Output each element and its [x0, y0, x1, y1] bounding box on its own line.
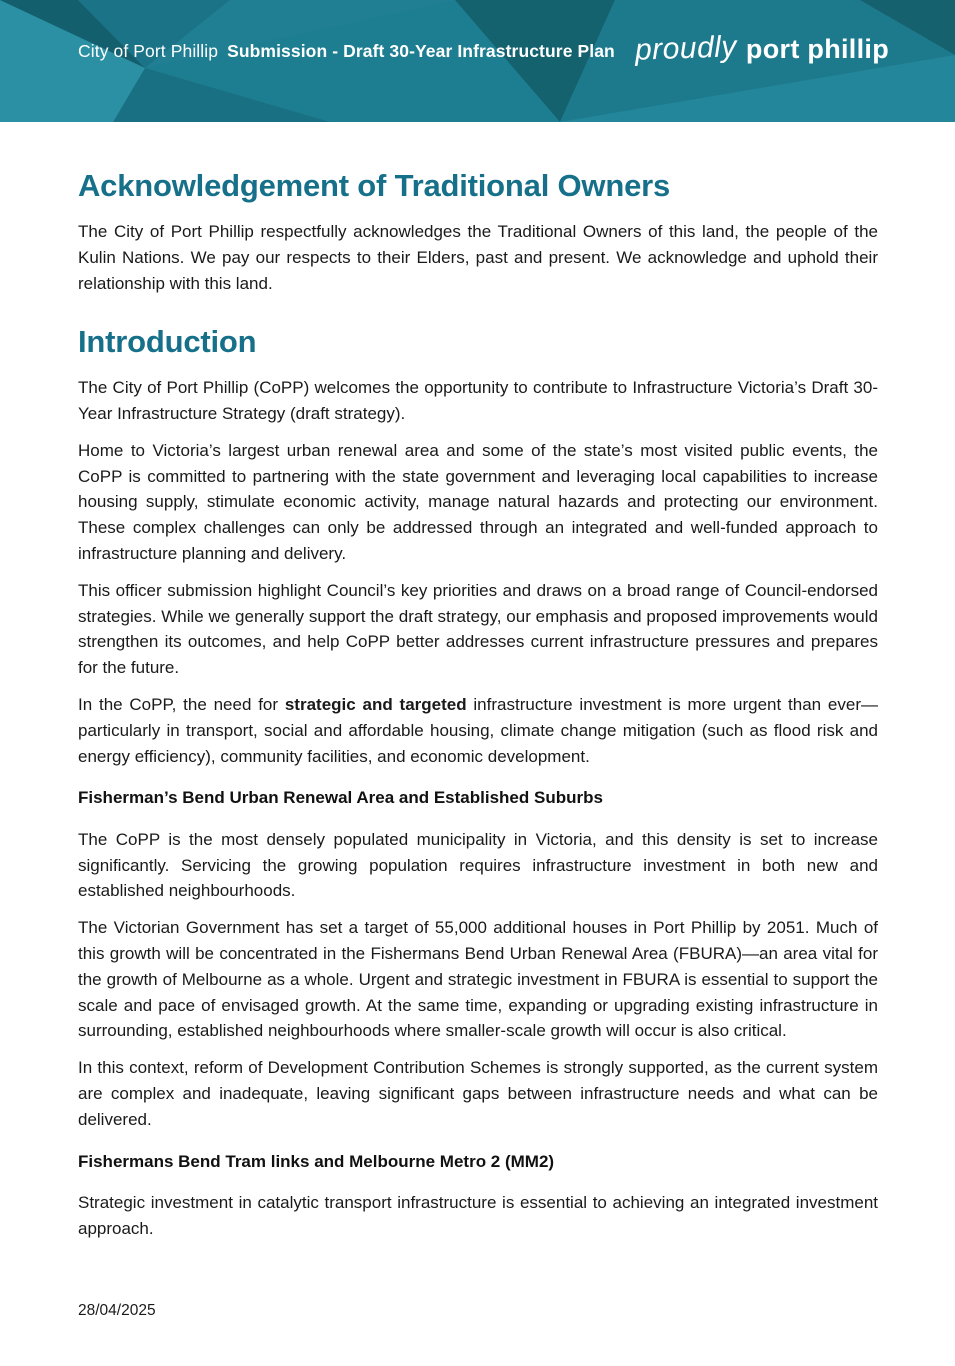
subsection-heading-tram-links: Fishermans Bend Tram links and Melbourne Metro 2 (MM2)	[78, 1151, 555, 1171]
paragraph-introduction-4-suffix: infrastructure investment is more urgent than ever—particularly in transport, social and affordable housing, climate change mitigation (such as flood risk and energy efficiency), community facilities, and economic development.	[78, 695, 878, 766]
paragraph-tram-links-1: Strategic investment in catalytic transport infrastructure is essential to achieving an integrated investment approach.	[78, 1193, 878, 1238]
section-heading-acknowledgement: Acknowledgement of Traditional Owners	[78, 168, 671, 203]
footer-date: 28/04/2025	[78, 1302, 156, 1319]
subsection-heading-fishermans-bend: Fisherman’s Bend Urban Renewal Area and Established Suburbs	[78, 788, 603, 808]
paragraph-fishermans-bend-3: In this context, reform of Development Contribution Schemes is strongly supported, as the current system are complex and inadequate, leaving significant gaps between infrastructure needs and what can be delivered.	[78, 1058, 878, 1129]
document-header-title	[78, 41, 615, 62]
paragraph-introduction-3: This officer submission highlight Council’s key priorities and draws on a broad range of Council-endorsed strategies. While we generally support the draft strategy, our emphasis and proposed improvements would strengthen its outcomes, and help CoPP better addresses current infrastructure pressures and prepares for the future.	[78, 580, 878, 678]
paragraph-introduction-4-prefix: In the CoPP, the need for	[78, 695, 285, 715]
paragraph-acknowledgement: The City of Port Phillip respectfully acknowledges the Traditional Owners of this land, the people of the Kulin Nations. We pay our respects to their Elders, past and present. We acknowledge and uphold their relationship with this land.	[78, 221, 878, 293]
document-body	[0, 122, 955, 1242]
section-heading-introduction: Introduction	[78, 324, 257, 360]
paragraph-introduction-1: The City of Port Phillip (CoPP) welcomes the opportunity to contribute to Infrastructure Victoria’s Draft 30-Year Infrastructure Strategy (draft strategy).	[78, 378, 878, 424]
paragraph-fishermans-bend-2: The Victorian Government has set a target of 55,000 additional houses in Port Phillip by 2051. Much of this growth will be concentrated in the Fishermans Bend Urban Renewal Area (FBURA)—an area vital for the growth of Melbourne as a whole. Urgent and strategic investment in FBURA is essential to support the scale and pace of envisaged growth. At the same time, expanding or upgrading existing infrastructure in surrounding, established neighbourhoods where smaller-scale growth will occur is also critical.	[78, 918, 878, 1041]
paragraph-introduction-2: Home to Victoria’s largest urban renewal area and some of the state’s most visited public events, the CoPP is committed to partnering with the state government and leveraging local capabilities to increase housing supply, stimulate economic activity, manage natural hazards and protecting our environment. These complex challenges can only be addressed through an integrated and well-funded approach to infrastructure planning and delivery.	[78, 440, 878, 564]
logo-proudly-script: proudly	[634, 30, 738, 67]
paragraph-fishermans-bend-1: The CoPP is the most densely populated municipality in Victoria, and this density is set to increase significantly. Servicing the growing population requires infrastructure investment in both new and established neighbourhoods.	[78, 829, 878, 901]
header-title-bold: Submission - Draft 30-Year Infrastructure Plan	[227, 41, 615, 61]
header-title-regular: City of Port Phillip	[78, 41, 219, 61]
header-banner	[0, 0, 955, 122]
port-phillip-logo	[635, 32, 889, 66]
paragraph-introduction-4-bold-phrase: strategic and targeted	[284, 695, 467, 715]
paragraph-introduction-4	[78, 692, 878, 769]
logo-wordmark: port phillip	[745, 34, 889, 64]
